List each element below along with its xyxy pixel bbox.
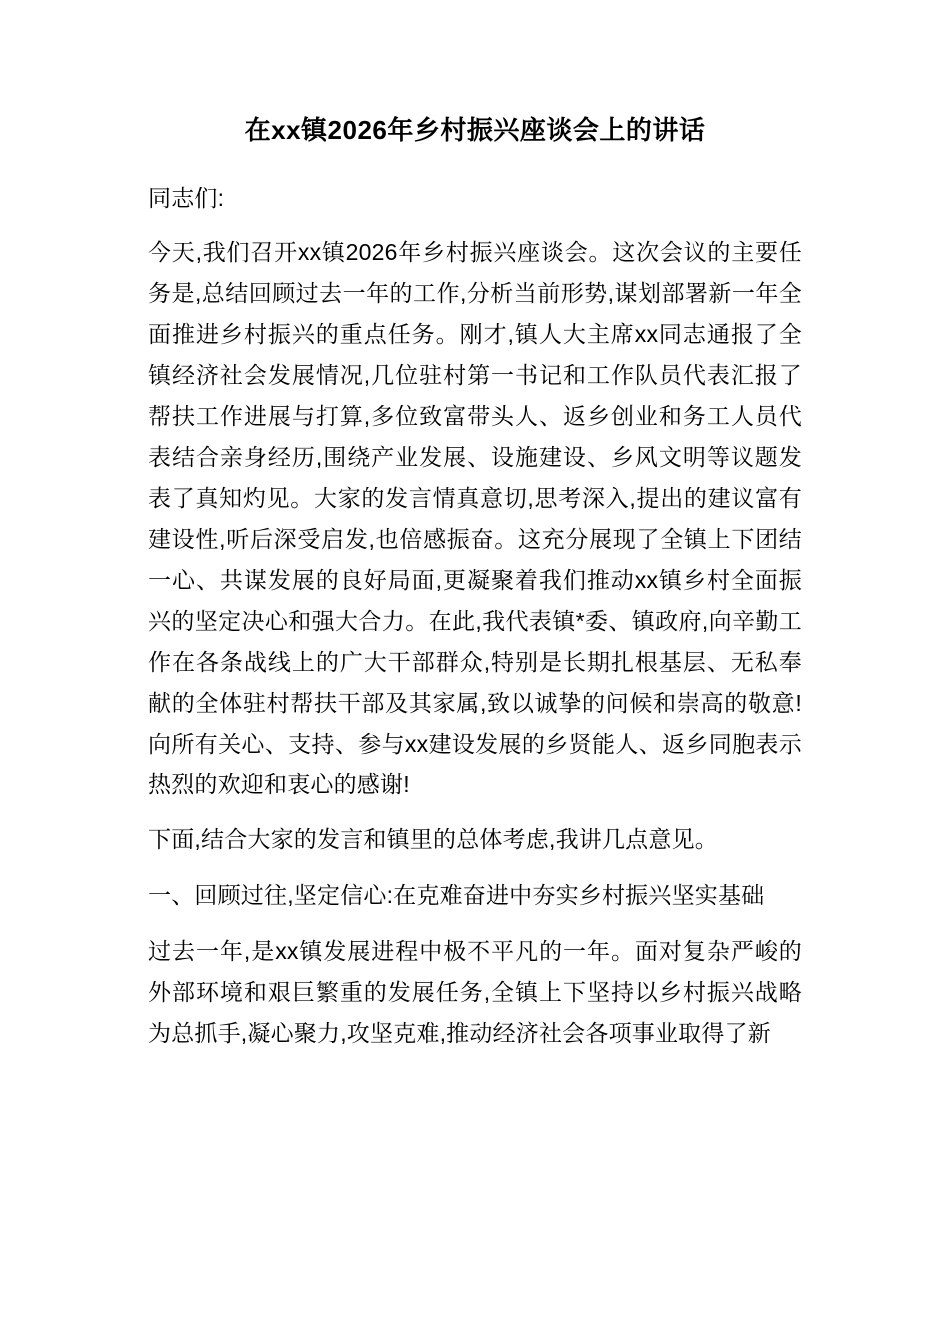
paragraph-1: 今天,我们召开xx镇2026年乡村振兴座谈会。这次会议的主要任务是,总结回顾过去一年的工作,分析当前形势,谋划部署新一年全面推进乡村振兴的重点任务。刚才,镇人大主席xx同志通报了全镇经济社会发展情况,几位驻村第一书记和工作队员代表汇报了帮扶工作进展与打算,多位致富带头人、返乡创业和务工人员代表结合亲身经历,围绕产业发展、设施建设、乡风文明等议题发表了真知灼见。大家的发言情真意切,思考深入,提出的建议富有建设性,听后深受启发,也倍感振奋。这充分展现了全镇上下团结一心、共谋发展的良好局面,更凝聚着我们推动xx镇乡村全面振兴的坚定决心和强大合力。在此,我代表镇*委、镇政府,向辛勤工作在各条战线上的广大干部群众,特别是长期扎根基层、无私奉献的全体驻村帮扶干部及其家属,致以诚挚的问候和崇高的敬意!向所有关心、支持、参与xx建设发展的乡贤能人、返乡同胞表示热烈的欢迎和衷心的感谢! (148, 239, 802, 798)
salutation: 同志们: (148, 185, 225, 212)
paragraph-3: 过去一年,是xx镇发展进程中极不平凡的一年。面对复杂严峻的外部环境和艰巨繁重的发展任务,全镇上下坚持以乡村振兴战略为总抓手,凝心聚力,攻坚克难,推动经济社会各项事业取得了新 (148, 938, 802, 1046)
page-title: 在xx镇2026年乡村振兴座谈会上的讲话 (244, 115, 706, 145)
paragraph-2: 下面,结合大家的发言和镇里的总体考虑,我讲几点意见。 (148, 826, 718, 853)
section-heading-1: 一、回顾过往,坚定信心:在克难奋进中夯实乡村振兴坚实基础 (148, 882, 765, 909)
